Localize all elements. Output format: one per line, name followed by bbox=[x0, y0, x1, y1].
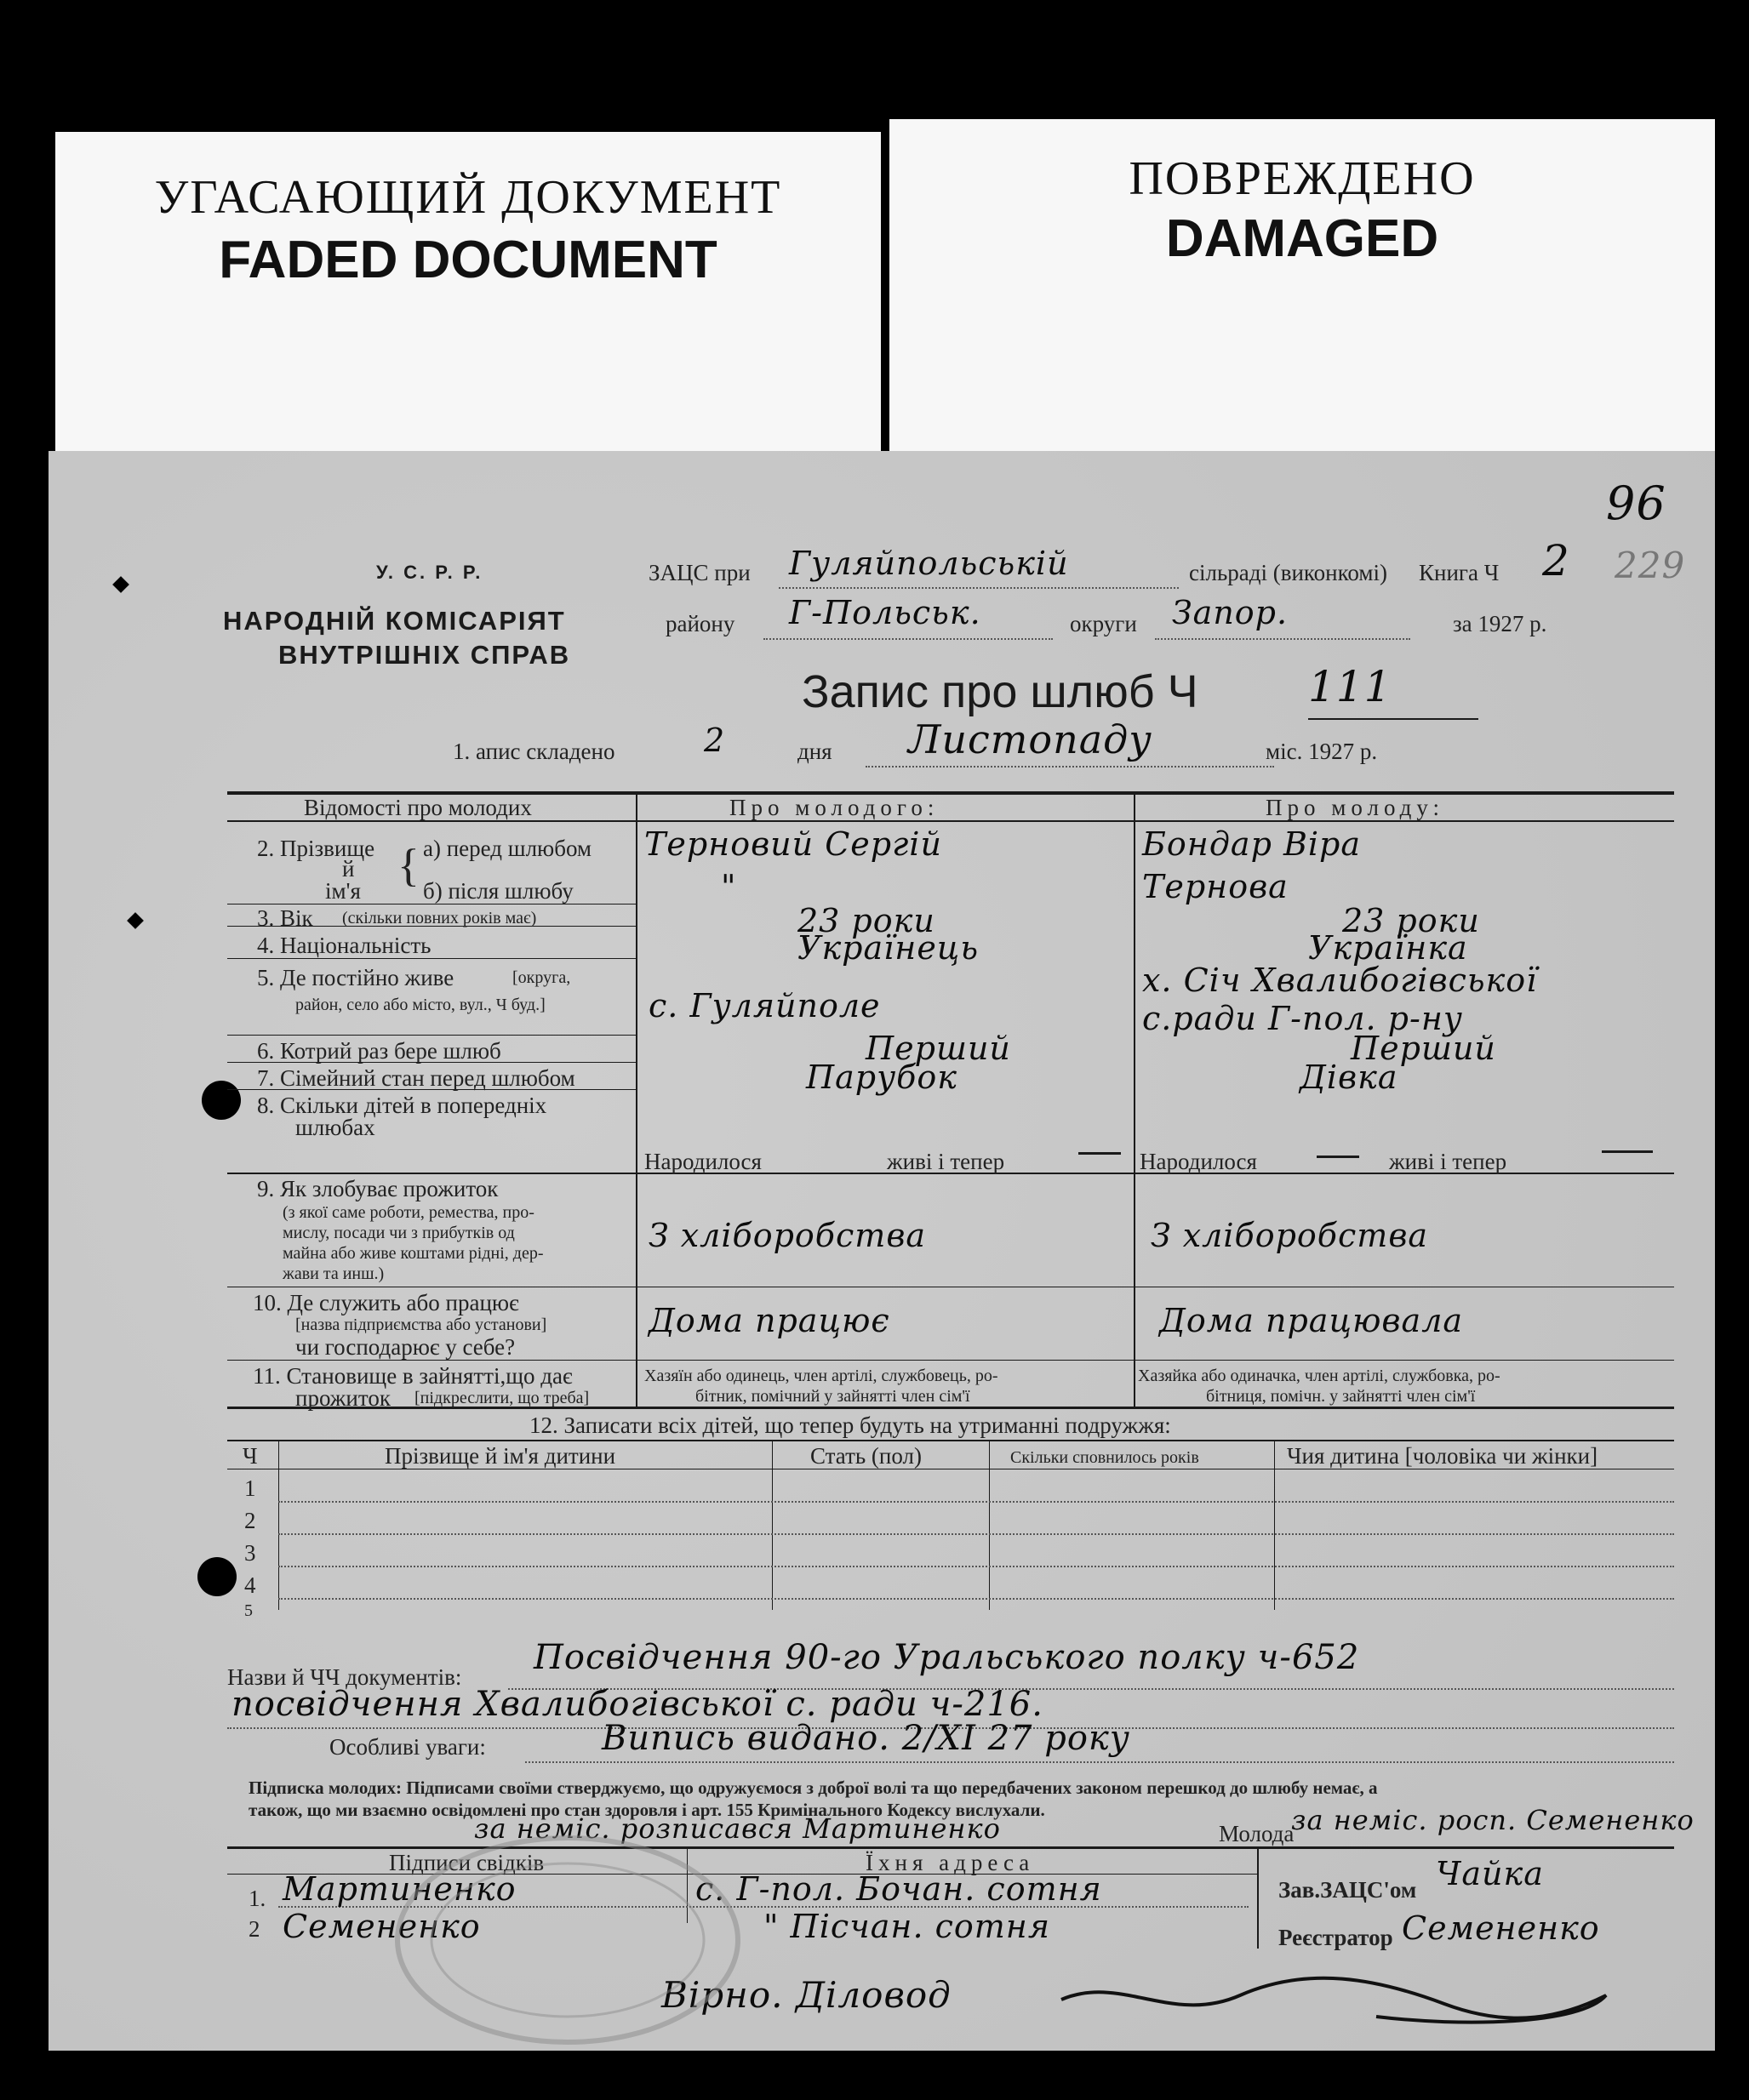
witness1-address: с. Г-пол. Бочан. сотня bbox=[695, 1870, 1102, 1908]
bride-nationality: Українка bbox=[1308, 929, 1468, 967]
bride-residence-line1: х. Січ Хвалибогівської bbox=[1142, 962, 1538, 999]
row-status-label: 7. Сімейний стан перед шлюбом bbox=[257, 1065, 575, 1091]
groom-work: Дома працює bbox=[649, 1302, 890, 1339]
row-occupation-label2: прожиток bbox=[295, 1385, 391, 1411]
ussr-label: У. С. Р. Р. bbox=[376, 562, 483, 583]
compiled-month: Листопаду bbox=[908, 716, 1152, 762]
witness2-address: " Пісчан. сотня bbox=[763, 1908, 1050, 1945]
bride-alive-label: живі і тепер bbox=[1389, 1149, 1507, 1174]
faded-label-en: FADED DOCUMENT bbox=[219, 231, 717, 289]
special-notes-label: Особливі уваги: bbox=[329, 1734, 486, 1760]
children-row-number: 5 bbox=[244, 1601, 253, 1620]
witnesses-label: Підписи свідків bbox=[389, 1850, 545, 1875]
row-marriage-count-label: 6. Котрий раз бере шлюб bbox=[257, 1038, 501, 1064]
groom-name-after: " bbox=[721, 868, 737, 905]
zags-label: ЗАЦС при bbox=[649, 560, 751, 585]
marriage-record-form: 96 229 У. С. Р. Р. НАРОДНІЙ КОМІСАРІЯТ ВНУТРІШНІХ СПРАВ ЗАЦС при Гуляйпольській сільраді (виконкомі) Книга Ч 2 району Г-Польськ. округи Запор. за 1927 р. Запис про шлюб Ч 111 1. апис складено 2 дня Листопаду міс. 1927 р. Відомості про молодих Про молодого: Про молоду: 2. Прізвище й ім'я { а) перед шлюбом б) після шлюбу 3. Вік (скільки повних років має) 4. Національність 5. Де постійно живе [округа, район, село або місто, вул., Ч буд.] 6. Котрий раз бере шлюб 7. Сімейний стан перед шлюбом 8. Скільки дітей в попередніх шлюбах 9. Як злобуває прожиток (з якої саме роботи, ремества, про- мислу, посади чи з прибутків од майна або живе коштами рідні, дер- жави та инш.) 10. Де служить або працює [назва підприємства або установи] чи господарює у себе? 11. Становище в зайнятті,що дає прожиток [підкреслити, що треба] Народилося живі і тепер Народилося живі і тепер Хазяїн або одинець, член артілі, службовець, ро- бітник, помічний у зайнятті член сім'ї Хазяйка або одиначка, член артілі, службовка, ро- бітниця, помічн. у зайнятті член сім'ї Терновий Сергій " 23 роки Українець с. Гуляйполе Перший Парубок З хліборобства Дома працює Бондар Віра Тернова 23 роки Українка х. Січ Хвалибогівської с.ради Г-пол. р-ну Перший Дівка З хліборобства Дома працювала 12. Записати всіх дітей, що тепер будуть на утриманні подружжя: Ч Прізвище й ім'я дитини Стать (пол) Скільки сповнилось років Чия дитина [чоловіка чи жінки] 1 2 3 4 5 Назви й ЧЧ документів: Посвідчення 90-го Уральського полку ч-652 посвідчення Хвалибогівської с. ради ч-216. Особливі уваги: Випись видано. 2/XI 27 року Підписка молодих: Підписами своїми стверджуємо, що одружуємося з доброї волі та що передбачених законом перешкод до шлюбу немає, а також, що ми взаємно освідомлені про стан здоровля і арт. 155 Кримінального Кодексу вислухали. за неміс. розписався Мартиненко Молода за неміс. росп. Семененко Підписи свідків Їхня адреса 1. Мартиненко с. Г-пол. Бочан. сотня 2 Семененко " Пісчан. сотня Зав.ЗАЦС'ом Чайка Реєстратор Семененко Вірно. Діловод bbox=[49, 451, 1715, 2051]
bride-occupation-options1: Хазяйка або одиначка, член артілі, службовка, ро- bbox=[1138, 1367, 1500, 1385]
documents-line2: посвідчення Хвалибогівської с. ради ч-216. bbox=[231, 1685, 1043, 1724]
row-surname-and: й bbox=[342, 856, 355, 882]
record-number: 111 bbox=[1308, 662, 1392, 711]
bride-signature-label: Молода bbox=[1219, 1821, 1295, 1846]
groom-born-label: Народилося bbox=[644, 1149, 762, 1174]
bride-work: Дома працювала bbox=[1159, 1302, 1464, 1339]
row-work-label2: чи господарює у себе? bbox=[295, 1334, 516, 1360]
row-occupation-note: [підкреслити, що треба] bbox=[414, 1389, 590, 1407]
damaged-label-ru: ПОВРЕЖДЕНО bbox=[1129, 152, 1476, 205]
bride-born-label: Народилося bbox=[1140, 1149, 1257, 1174]
binding-notch bbox=[127, 912, 144, 929]
row-children-label2: шлюбах bbox=[295, 1115, 375, 1140]
groom-marriage-number: Перший bbox=[866, 1030, 1011, 1067]
children-col-age: Скільки сповнилось років bbox=[1010, 1448, 1199, 1467]
faded-label-ru: УГАСАЮЩИЙ ДОКУМЕНТ bbox=[154, 171, 782, 224]
children-col-whose: Чия дитина [чоловіка чи жінки] bbox=[1287, 1443, 1598, 1469]
documents-line1: Посвідчення 90-го Уральського полку ч-652 bbox=[534, 1638, 1360, 1677]
children-title: 12. Записати всіх дітей, що тепер будуть на утриманні подружжя: bbox=[529, 1412, 1171, 1438]
row-livelihood-note1: (з якої саме роботи, ремества, про- bbox=[283, 1203, 534, 1222]
groom-residence: с. Гуляйполе bbox=[649, 987, 881, 1024]
row-after-marriage-label: б) після шлюбу bbox=[423, 878, 574, 904]
row-residence-label: 5. Де постійно живе bbox=[257, 965, 454, 990]
commissariat-line2: ВНУТРІШНІХ СПРАВ bbox=[278, 640, 571, 670]
row-age-note: (скільки повних років має) bbox=[342, 909, 537, 927]
groom-age: 23 роки bbox=[797, 902, 935, 939]
statement-line1: Підписка молодих: Підписами своїми стверджуємо, що одружуємося з доброї волі та що передбачених законом перешкод до шлюбу немає, а bbox=[249, 1778, 1378, 1798]
groom-alive-label: живі і тепер bbox=[887, 1149, 1005, 1174]
documents-label: Назви й ЧЧ документів: bbox=[227, 1664, 462, 1690]
compiled-year: міс. 1927 р. bbox=[1266, 739, 1378, 764]
bride-status: Дівка bbox=[1300, 1059, 1398, 1096]
diloved-signature-flourish bbox=[1053, 1966, 1615, 2034]
bride-marriage-number: Перший bbox=[1351, 1030, 1496, 1067]
col-info-header: Відомості про молодих bbox=[304, 795, 532, 820]
row-livelihood-note4: жави та инш.) bbox=[283, 1264, 385, 1283]
col-groom-header: Про молодого: bbox=[729, 795, 940, 820]
binding-notch bbox=[112, 576, 129, 593]
bride-occupation-options2: бітниця, помічн. у зайнятті член сім'ї bbox=[1206, 1387, 1476, 1406]
children-row-number: 1 bbox=[244, 1475, 256, 1501]
statement-line2: також, що ми взаємно освідомлені про стан здоровля і арт. 155 Кримінального Кодексу вислухали. bbox=[249, 1800, 1045, 1820]
rayon-value: Г-Польськ. bbox=[789, 594, 981, 631]
year-label: за 1927 р. bbox=[1453, 611, 1547, 636]
certified-note: Вірно. Діловод bbox=[661, 1974, 952, 2016]
row-livelihood-note3: майна або живе коштами рідні, дер- bbox=[283, 1244, 544, 1263]
punch-hole bbox=[197, 1557, 237, 1596]
witness1-name: Мартиненко bbox=[283, 1870, 517, 1908]
groom-livelihood: З хліборобства bbox=[649, 1217, 927, 1254]
damaged-document-card bbox=[889, 119, 1715, 468]
okruha-label: округи bbox=[1070, 611, 1137, 636]
groom-occupation-options2: бітник, помічний у зайнятті член сім'ї bbox=[695, 1387, 970, 1406]
bride-name-before: Бондар Віра bbox=[1142, 825, 1362, 863]
children-col-sex: Стать (пол) bbox=[810, 1443, 922, 1469]
row-livelihood-label: 9. Як злобуває прожиток bbox=[257, 1176, 499, 1201]
witness2-name: Семененко bbox=[283, 1908, 481, 1945]
witness1-number: 1. bbox=[249, 1886, 266, 1911]
row-surname-label: 2. Прізвище bbox=[257, 836, 375, 861]
children-row-number: 2 bbox=[244, 1508, 256, 1533]
row-livelihood-note2: мислу, посади чи з прибутків од bbox=[283, 1224, 515, 1242]
book-value: 2 bbox=[1542, 536, 1570, 585]
bride-livelihood: З хліборобства bbox=[1151, 1217, 1429, 1254]
commissariat-line1: НАРОДНІЙ КОМІСАРІЯТ bbox=[223, 606, 566, 636]
rayon-label: району bbox=[666, 611, 735, 636]
row-age-label: 3. Вік bbox=[257, 905, 313, 931]
groom-status: Парубок bbox=[806, 1059, 957, 1096]
page-number: 96 bbox=[1606, 476, 1666, 530]
head-signature: Чайка bbox=[1436, 1855, 1544, 1892]
compiled-day: 2 bbox=[704, 722, 726, 759]
silradi-label: сільраді (виконкомі) bbox=[1189, 560, 1387, 585]
children-col-number: Ч bbox=[243, 1443, 258, 1469]
bride-signature: за неміс. росп. Семененко bbox=[1291, 1804, 1695, 1836]
zags-value: Гуляйпольській bbox=[789, 545, 1069, 582]
head-label: Зав.ЗАЦС'ом bbox=[1278, 1877, 1417, 1903]
page-title: Запис про шлюб Ч bbox=[802, 666, 1198, 717]
official-stamp bbox=[380, 1812, 755, 2051]
bride-residence-line2: с.ради Г-пол. р-ну bbox=[1142, 1000, 1463, 1037]
row-residence-note1: [округа, bbox=[512, 968, 571, 987]
book-label: Книга Ч bbox=[1419, 560, 1500, 585]
col-bride-header: Про молоду: bbox=[1266, 795, 1445, 820]
compiled-label: 1. апис складено bbox=[453, 739, 615, 764]
row-nationality-label: 4. Національність bbox=[257, 933, 432, 958]
children-row-number: 4 bbox=[244, 1572, 256, 1598]
bride-age: 23 роки bbox=[1342, 902, 1480, 939]
groom-nationality: Українець bbox=[797, 929, 980, 967]
groom-signature: за неміс. розписався Мартиненко bbox=[474, 1812, 1001, 1845]
registrar-label: Реєстратор bbox=[1278, 1925, 1393, 1950]
row-name-label: ім'я bbox=[325, 878, 361, 904]
okruha-value: Запор. bbox=[1172, 594, 1289, 631]
registrar-signature: Семененко bbox=[1402, 1909, 1600, 1947]
row-children-label: 8. Скільки дітей в попередніх bbox=[257, 1093, 547, 1118]
faint-page-number: 229 bbox=[1615, 545, 1686, 586]
row-work-note: [назва підприємства або установи] bbox=[295, 1315, 547, 1334]
witness2-number: 2 bbox=[249, 1916, 260, 1942]
children-row-number: 3 bbox=[244, 1540, 256, 1566]
row-before-marriage-label: а) перед шлюбом bbox=[423, 836, 592, 861]
bride-name-after: Тернова bbox=[1142, 868, 1289, 905]
damaged-label-en: DAMAGED bbox=[1165, 209, 1439, 268]
children-col-name: Прізвище й ім'я дитини bbox=[385, 1443, 616, 1469]
witnesses-address-label: Їхня адреса bbox=[866, 1850, 1035, 1875]
row-work-label: 10. Де служить або працює bbox=[253, 1290, 519, 1315]
row-residence-note2: район, село або місто, вул., Ч буд.] bbox=[295, 996, 546, 1014]
compiled-day-label: дня bbox=[797, 739, 832, 764]
row-occupation-label: 11. Становище в зайнятті,що дає bbox=[253, 1363, 573, 1389]
groom-name-before: Терновий Сергій bbox=[644, 825, 942, 863]
faded-document-card bbox=[55, 132, 881, 464]
punch-hole bbox=[202, 1081, 241, 1120]
groom-occupation-options1: Хазяїн або одинець, член артілі, службовець, ро- bbox=[644, 1367, 998, 1385]
special-notes-value: Випись видано. 2/XI 27 року bbox=[602, 1719, 1130, 1758]
